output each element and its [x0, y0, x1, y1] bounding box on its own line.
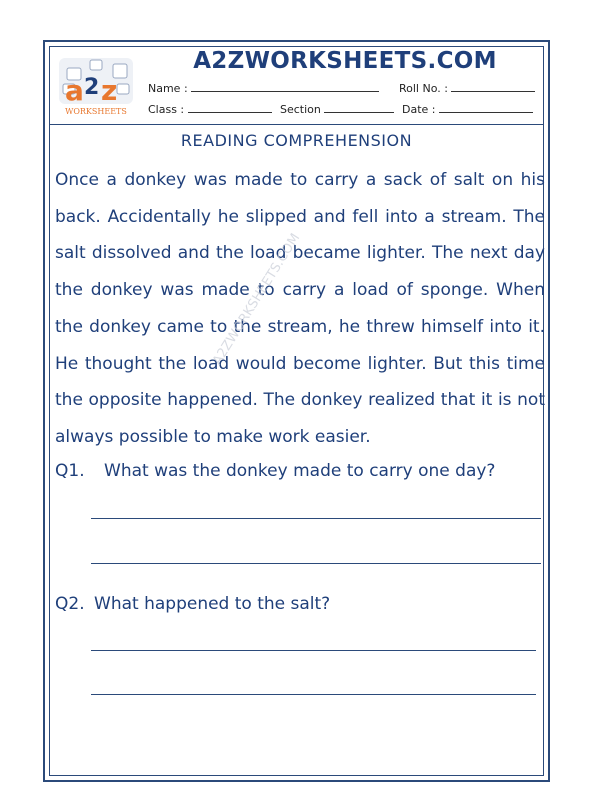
answer-line-q1-1[interactable] — [91, 518, 541, 519]
svg-text:2: 2 — [84, 75, 100, 100]
name-line[interactable] — [191, 82, 379, 92]
header-separator — [49, 124, 544, 125]
answer-line-q1-2[interactable] — [91, 563, 541, 564]
watermark: A2ZWORKSHEETS.COM — [210, 231, 304, 368]
question-2 — [55, 594, 330, 614]
name-label: Name : — [148, 82, 188, 95]
roll-line[interactable] — [451, 82, 535, 92]
date-label: Date : — [402, 103, 436, 116]
class-line[interactable] — [188, 103, 272, 113]
logo-wordmark: WORKSHEETS — [65, 107, 127, 116]
question-1 — [55, 461, 495, 481]
question-2-label: Q2. — [55, 594, 85, 614]
question-2-text: What happened to the salt? — [94, 594, 331, 614]
site-title: A2ZWORKSHEETS.COM — [193, 48, 497, 74]
date-field[interactable] — [402, 103, 533, 116]
svg-text:z: z — [101, 74, 118, 107]
answer-line-q2-2[interactable] — [91, 694, 536, 695]
section-field[interactable] — [280, 103, 394, 116]
question-1-label: Q1. — [55, 461, 85, 481]
answer-line-q2-1[interactable] — [91, 650, 536, 651]
worksheet-title: READING COMPREHENSION — [180, 131, 413, 150]
question-1-text: What was the donkey made to carry one day? — [104, 461, 496, 481]
section-label: Section — [280, 103, 321, 116]
class-label: Class : — [148, 103, 185, 116]
reading-passage: Once a donkey was made to carry a sack of salt on his back. Accidentally he slipped and fell into a stream. The salt dissolved and the load became lighter. The next day the donkey was made to carry a load of sponge. When the donkey came to the stream, he threw himself into it. He thought the load would become lighter. But this time the opposite happened. The donkey realized that it is not always possible to make work easier. — [55, 170, 545, 447]
a2z-logo — [57, 54, 135, 120]
date-line[interactable] — [439, 103, 533, 113]
class-field[interactable] — [148, 103, 272, 116]
name-field[interactable] — [148, 82, 379, 95]
roll-field[interactable] — [399, 82, 535, 95]
section-line[interactable] — [324, 103, 394, 113]
roll-label: Roll No. : — [399, 82, 448, 95]
svg-text:a: a — [65, 74, 84, 107]
